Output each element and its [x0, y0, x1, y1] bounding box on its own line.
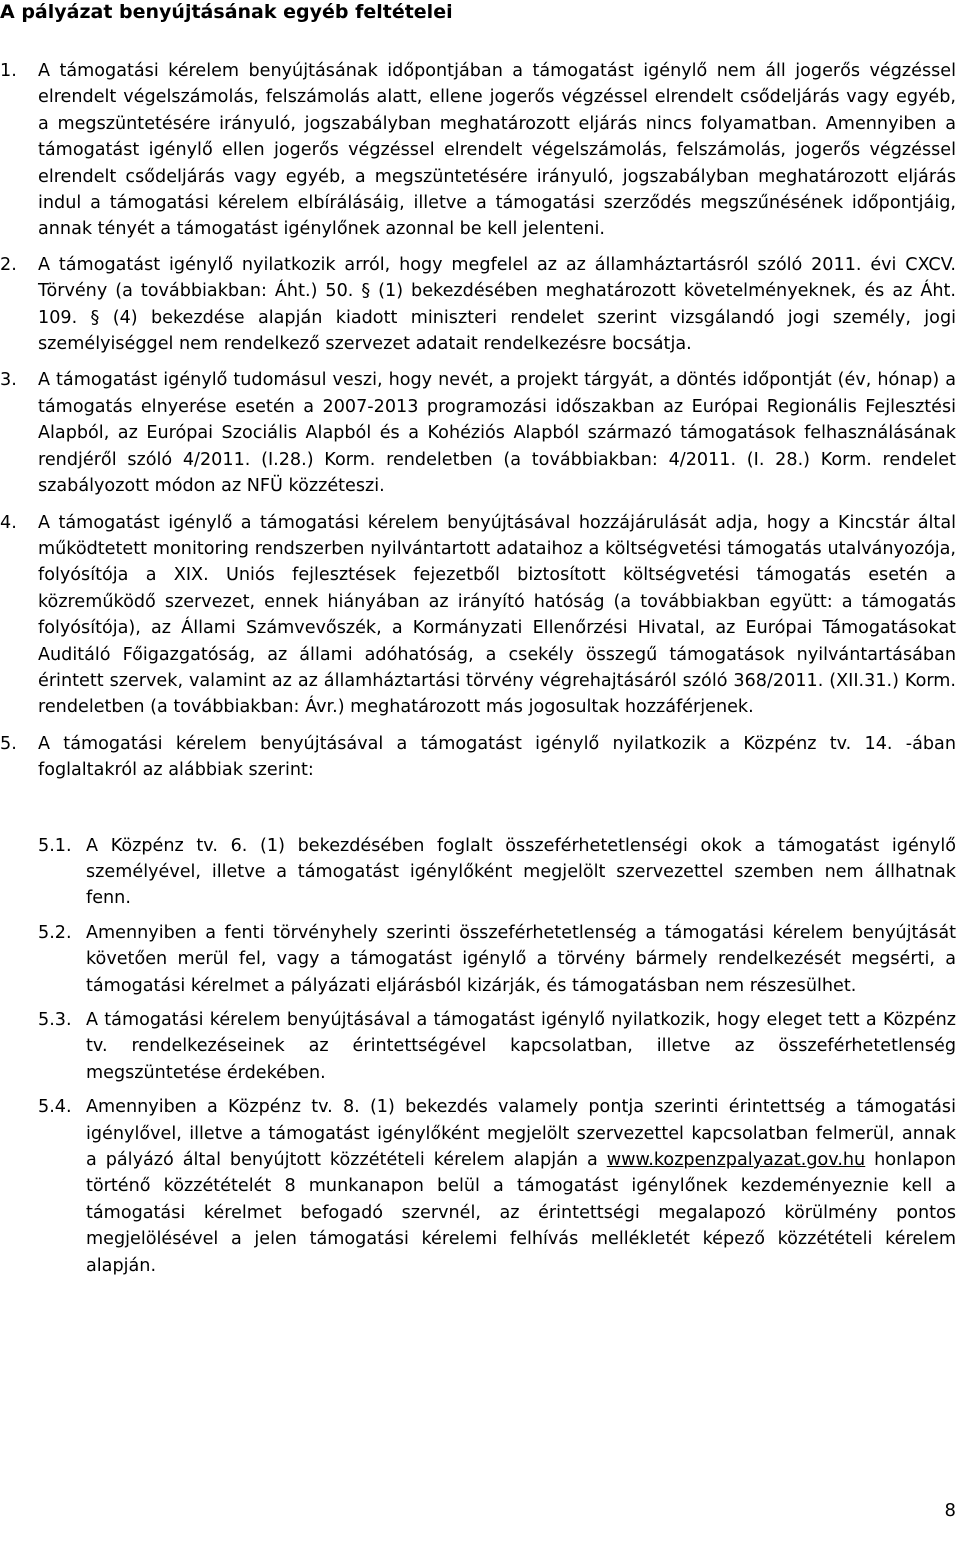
sub-item-text: A Közpénz tv. 6. (1) bekezdésében foglalt összeférhetetlenségi okok a támogatást igénylő személyével, illetve a támogatást igénylőként megjelölt szervezettel szemben nem állhatnak fenn. [86, 835, 956, 909]
item-text: A támogatást igénylő a támogatási kérelem benyújtásával hozzájárulását adja, hogy a Kincstár által működtetett monitoring rendszerben nyilvántartott adataihoz a költségvetési támogatás utalványozója, folyósítója a XIX. Uniós fejlesztések fejezetből biztosított költségvetési támogatás esetén a közreműködő szervezet, ennek hiányában az irányító hatóság (a továbbiakban együtt: a támogatás folyósítója), az Állami Számvevőszék, a Kormányzati Ellenőrzési Hivatal, az Európai Támogatásokat Auditáló Főigazgatóság, az állami adóhatóság, a csekély összegű támogatások nyilvántartásában érintett szervek, valamint az az államháztartási törvény végrehajtásáról szóló 368/2011. (XII.31.) Korm. rendeletben (a továbbiakban: Ávr.) meghatározott más jogosultak hozzáférjenek. [38, 512, 956, 718]
item-text: A támogatást igénylő nyilatkozik arról, hogy megfelel az az államháztartásról szóló 2011. évi CXCV. Törvény (a továbbiakban: Áht.) 50. § (1) bekezdésében meghatározott követelményeknek, és az Áht. 109. § (4) bekezdése alapján kiadott miniszteri rendelet szerint vizsgálandó jogi személy, jogi személyiséggel nem rendelkező szervezet adatait rendelkezésre bocsátja. [38, 254, 956, 355]
list-item [0, 510, 956, 721]
website-link[interactable]: www.kozpenzpalyazat.gov.hu [606, 1150, 866, 1171]
page-number: 8 [944, 1500, 956, 1521]
list-item [0, 252, 956, 358]
page-title: A pályázat benyújtásának egyéb feltételei [0, 1, 453, 23]
sub-list [0, 833, 956, 1280]
list-item [0, 367, 956, 499]
sub-item-text: Amennyiben a fenti törvényhely szerinti összeférhetetlenség a támogatási kérelem benyújtását követően merül fel, vagy a támogatást igénylő a törvény bármely rendelkezését megsérti, a támogatási kérelmet a pályázati eljárásból kizárják, és támogatásban nem részesülhet. [86, 922, 956, 996]
sub-item-number: 5.3. [38, 1010, 72, 1030]
sub-item [0, 920, 956, 999]
item-number: 4. [0, 512, 17, 533]
sub-item-number: 5.1. [38, 835, 72, 856]
item-text: A támogatást igénylő tudomásul veszi, hogy nevét, a projekt tárgyát, a döntés időpontját (év, hónap) a támogatás elnyerése esetén a 2007-2013 programozási időszakban az Európai Regionális Fejlesztési Alapból, az Európai Szociális Alapból és a Kohéziós Alapból származó támogatások felhasználásának rendjéről szóló 4/2011. (I.28.) Korm. rendeletben (a továbbiakban: 4/2011. (I. 28.) Korm. rendelet szabályozott módon az NFÜ közzéteszi. [38, 370, 956, 497]
conditions-list [0, 58, 956, 1287]
sub-item [0, 1007, 956, 1086]
sub-item [0, 1094, 956, 1279]
sub-item-number: 5.4. [38, 1097, 72, 1118]
list-item [0, 58, 956, 243]
item-number: 5. [0, 733, 17, 754]
list-item [0, 731, 956, 784]
sub-item [0, 833, 956, 912]
item-number: 3. [0, 370, 17, 391]
item-text: A támogatási kérelem benyújtásával a támogatást igénylő nyilatkozik a Közpénz tv. 14. -ában foglaltakról az alábbiak szerint: [38, 733, 956, 781]
item-text: A támogatási kérelem benyújtásának időpontjában a támogatást igénylő nem áll jogerős végzéssel elrendelt végelszámolás, felszámolás alatt, ellene jogerős végzéssel elrendelt csődeljárás vagy egyéb, a megszüntetésére irányuló, jogszabályban meghatározott eljárás nincs folyamatban. Amennyiben a támogatást igénylő ellen jogerős végzéssel elrendelt végelszámolás, felszámolás, jogerős végzéssel elrendelt csődeljárás vagy egyéb, a megszüntetésére irányuló, jogszabályban meghatározott eljárás indul a támogatási kérelem elbírálásáig, illetve a támogatási szerződés megszűnésének időpontjáig, annak tényét a támogatást igénylőnek azonnal be kell jelenteni. [38, 61, 956, 240]
sub-item-number: 5.2. [38, 922, 72, 943]
sub-item-text-after: honlapon történő közzétételét 8 munkanapon belül a támogatást igénylőnek kezdeményeznie kell a támogatási kérelmet befogadó szervnél, az érintettségi megalapozó körülmény pontos megjelölésével a jelen támogatási kérelemi felhívás mellékletét képező közzétételi kérelem alapján. [86, 1150, 956, 1276]
item-number: 1. [0, 61, 17, 81]
sub-item-text: A támogatási kérelem benyújtásával a támogatást igénylő nyilatkozik, hogy eleget tett a Közpénz tv. rendelkezéseinek az érintettségével kapcsolatban, illetve az összeférhetetlenség megszüntetése érdekében. [86, 1010, 956, 1083]
item-number: 2. [0, 254, 17, 275]
sub-item-text-before: Amennyiben a Közpénz tv. 8. (1) bekezdés valamely pontja szerinti érintettség a támogatási igénylővel, illetve a támogatást igénylőként megjelölt szervezettel kapcsolatban felmerül, annak a pályázó által benyújtott közzétételi kérelem alapján a [86, 1097, 956, 1171]
